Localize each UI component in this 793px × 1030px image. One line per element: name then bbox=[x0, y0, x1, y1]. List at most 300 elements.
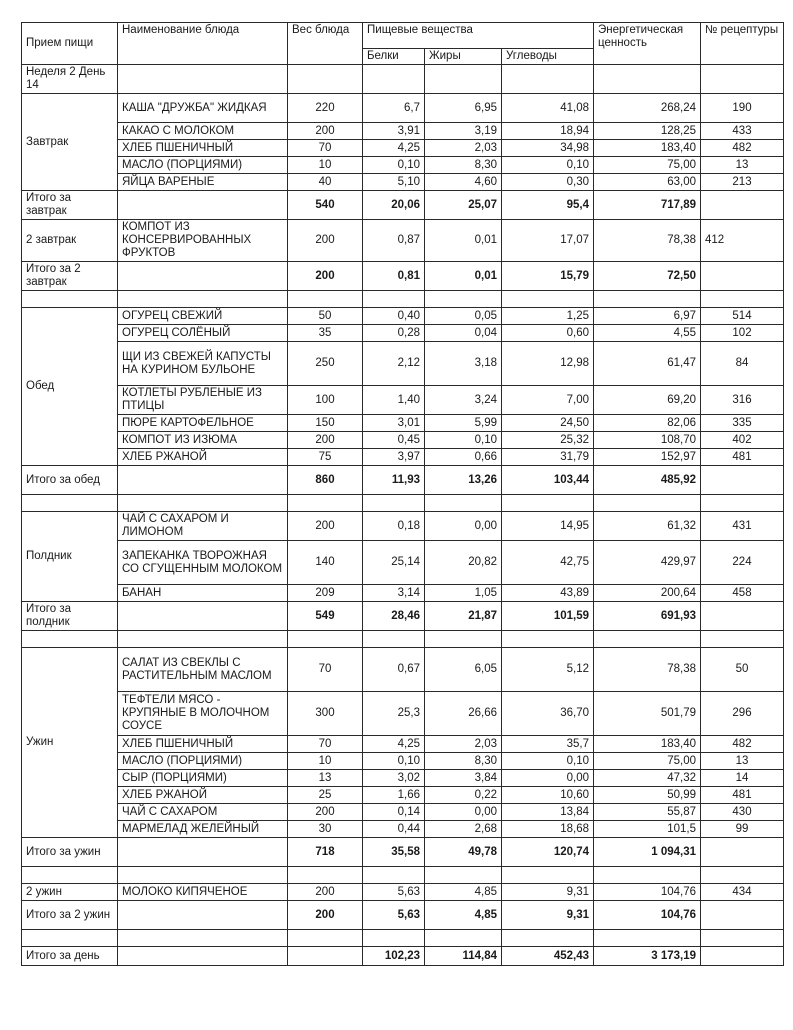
total-recipe bbox=[701, 262, 784, 291]
fat-value: 8,30 bbox=[425, 753, 502, 770]
dish-weight: 300 bbox=[288, 692, 363, 736]
carbs-value: 5,12 bbox=[502, 648, 594, 692]
dish-name: ЩИ ИЗ СВЕЖЕЙ КАПУСТЫ НА КУРИНОМ БУЛЬОНЕ bbox=[118, 342, 288, 386]
recipe-number: 224 bbox=[701, 541, 784, 585]
table-row bbox=[22, 585, 784, 602]
recipe-number: 482 bbox=[701, 736, 784, 753]
fat-value: 3,18 bbox=[425, 342, 502, 386]
table-row bbox=[22, 512, 784, 541]
dish-weight: 70 bbox=[288, 140, 363, 157]
recipe-number: 13 bbox=[701, 753, 784, 770]
total-recipe bbox=[701, 947, 784, 966]
dish-name: ХЛЕБ РЖАНОЙ bbox=[118, 787, 288, 804]
protein-value: 1,40 bbox=[363, 386, 425, 415]
empty-cell bbox=[701, 867, 784, 884]
header-meal: Прием пищи bbox=[22, 23, 118, 65]
dish-name: ЗАПЕКАНКА ТВОРОЖНАЯ СО СГУЩЕННЫМ МОЛОКОМ bbox=[118, 541, 288, 585]
dish-name: МАСЛО (ПОРЦИЯМИ) bbox=[118, 753, 288, 770]
total-protein: 20,06 bbox=[363, 191, 425, 220]
fat-value: 2,03 bbox=[425, 140, 502, 157]
carbs-value: 18,68 bbox=[502, 821, 594, 838]
subtotal-label: Итого за завтрак bbox=[22, 191, 118, 220]
protein-value: 0,40 bbox=[363, 308, 425, 325]
empty-cell bbox=[425, 867, 502, 884]
header-weight: Вес блюда bbox=[288, 23, 363, 65]
total-weight bbox=[288, 947, 363, 966]
fat-value: 5,99 bbox=[425, 415, 502, 432]
recipe-number: 14 bbox=[701, 770, 784, 787]
total-energy: 104,76 bbox=[594, 901, 701, 930]
table-row bbox=[22, 884, 784, 901]
carbs-value: 14,95 bbox=[502, 512, 594, 541]
recipe-number: 412 bbox=[701, 220, 784, 262]
carbs-value: 0,10 bbox=[502, 157, 594, 174]
recipe-number: 50 bbox=[701, 648, 784, 692]
protein-value: 3,02 bbox=[363, 770, 425, 787]
table-row bbox=[22, 787, 784, 804]
total-weight: 540 bbox=[288, 191, 363, 220]
fat-value: 0,22 bbox=[425, 787, 502, 804]
protein-value: 0,87 bbox=[363, 220, 425, 262]
subtotal-row bbox=[22, 602, 784, 631]
empty-cell bbox=[502, 291, 594, 308]
total-fat: 25,07 bbox=[425, 191, 502, 220]
recipe-number: 514 bbox=[701, 308, 784, 325]
energy-value: 108,70 bbox=[594, 432, 701, 449]
total-fat: 49,78 bbox=[425, 838, 502, 867]
protein-value: 0,18 bbox=[363, 512, 425, 541]
energy-value: 183,40 bbox=[594, 140, 701, 157]
dish-weight: 220 bbox=[288, 94, 363, 123]
total-recipe bbox=[701, 838, 784, 867]
table-row bbox=[22, 449, 784, 466]
dish-weight: 150 bbox=[288, 415, 363, 432]
header-nutrients: Пищевые вещества bbox=[363, 23, 594, 49]
recipe-number: 296 bbox=[701, 692, 784, 736]
empty-cell bbox=[701, 631, 784, 648]
protein-value: 4,25 bbox=[363, 140, 425, 157]
dish-name: ХЛЕБ РЖАНОЙ bbox=[118, 449, 288, 466]
dish-name: БАНАН bbox=[118, 585, 288, 602]
carbs-value: 34,98 bbox=[502, 140, 594, 157]
subtotal-label: Итого за день bbox=[22, 947, 118, 966]
total-recipe bbox=[701, 466, 784, 495]
empty-cell bbox=[701, 291, 784, 308]
protein-value: 3,01 bbox=[363, 415, 425, 432]
carbs-value: 12,98 bbox=[502, 342, 594, 386]
energy-value: 501,79 bbox=[594, 692, 701, 736]
empty-cell bbox=[594, 495, 701, 512]
carbs-value: 10,60 bbox=[502, 787, 594, 804]
table-row bbox=[22, 386, 784, 415]
header-protein: Белки bbox=[363, 49, 425, 65]
dish-weight: 10 bbox=[288, 157, 363, 174]
empty-cell bbox=[118, 495, 288, 512]
spacer-row bbox=[22, 631, 784, 648]
empty-cell bbox=[363, 291, 425, 308]
total-carbs: 103,44 bbox=[502, 466, 594, 495]
total-protein: 0,81 bbox=[363, 262, 425, 291]
empty-cell bbox=[288, 631, 363, 648]
empty-cell bbox=[288, 867, 363, 884]
total-recipe bbox=[701, 602, 784, 631]
table-row bbox=[22, 736, 784, 753]
header-row bbox=[22, 23, 784, 49]
fat-value: 20,82 bbox=[425, 541, 502, 585]
dish-name: ОГУРЕЦ СОЛЁНЫЙ bbox=[118, 325, 288, 342]
dish-weight: 35 bbox=[288, 325, 363, 342]
empty-cell bbox=[425, 631, 502, 648]
recipe-number: 213 bbox=[701, 174, 784, 191]
dish-name: КОМПОТ ИЗ ИЗЮМА bbox=[118, 432, 288, 449]
energy-value: 63,00 bbox=[594, 174, 701, 191]
dish-weight: 70 bbox=[288, 648, 363, 692]
recipe-number: 481 bbox=[701, 787, 784, 804]
empty-cell bbox=[118, 901, 288, 930]
recipe-number: 433 bbox=[701, 123, 784, 140]
empty-cell bbox=[118, 262, 288, 291]
carbs-value: 24,50 bbox=[502, 415, 594, 432]
dish-name: САЛАТ ИЗ СВЕКЛЫ С РАСТИТЕЛЬНЫМ МАСЛОМ bbox=[118, 648, 288, 692]
dish-name: КАША "ДРУЖБА" ЖИДКАЯ bbox=[118, 94, 288, 123]
dish-name: ХЛЕБ ПШЕНИЧНЫЙ bbox=[118, 140, 288, 157]
energy-value: 429,97 bbox=[594, 541, 701, 585]
table-row bbox=[22, 157, 784, 174]
dish-weight: 10 bbox=[288, 753, 363, 770]
fat-value: 6,95 bbox=[425, 94, 502, 123]
empty-cell bbox=[363, 930, 425, 947]
fat-value: 26,66 bbox=[425, 692, 502, 736]
spacer-row bbox=[22, 291, 784, 308]
dish-weight: 30 bbox=[288, 821, 363, 838]
table-row bbox=[22, 123, 784, 140]
table-row bbox=[22, 648, 784, 692]
empty-cell bbox=[502, 867, 594, 884]
table-row bbox=[22, 804, 784, 821]
total-fat: 0,01 bbox=[425, 262, 502, 291]
total-fat: 114,84 bbox=[425, 947, 502, 966]
table-row bbox=[22, 140, 784, 157]
table-row bbox=[22, 415, 784, 432]
dish-name: ОГУРЕЦ СВЕЖИЙ bbox=[118, 308, 288, 325]
total-recipe bbox=[701, 901, 784, 930]
total-carbs: 101,59 bbox=[502, 602, 594, 631]
dish-weight: 25 bbox=[288, 787, 363, 804]
dish-weight: 200 bbox=[288, 123, 363, 140]
energy-value: 82,06 bbox=[594, 415, 701, 432]
energy-value: 61,47 bbox=[594, 342, 701, 386]
fat-value: 4,85 bbox=[425, 884, 502, 901]
dish-name: КОТЛЕТЫ РУБЛЕНЫЕ ИЗ ПТИЦЫ bbox=[118, 386, 288, 415]
empty-cell bbox=[118, 602, 288, 631]
protein-value: 3,97 bbox=[363, 449, 425, 466]
empty-cell bbox=[288, 495, 363, 512]
empty-cell bbox=[118, 466, 288, 495]
carbs-value: 7,00 bbox=[502, 386, 594, 415]
total-carbs: 15,79 bbox=[502, 262, 594, 291]
total-energy: 691,93 bbox=[594, 602, 701, 631]
table-row bbox=[22, 753, 784, 770]
header-dish: Наименование блюда bbox=[118, 23, 288, 65]
carbs-value: 0,10 bbox=[502, 753, 594, 770]
dish-weight: 40 bbox=[288, 174, 363, 191]
recipe-number: 316 bbox=[701, 386, 784, 415]
energy-value: 78,38 bbox=[594, 220, 701, 262]
fat-value: 6,05 bbox=[425, 648, 502, 692]
energy-value: 50,99 bbox=[594, 787, 701, 804]
table-row bbox=[22, 541, 784, 585]
recipe-number: 458 bbox=[701, 585, 784, 602]
subtotal-label: Итого за ужин bbox=[22, 838, 118, 867]
dish-weight: 200 bbox=[288, 220, 363, 262]
table-row bbox=[22, 220, 784, 262]
fat-value: 0,00 bbox=[425, 804, 502, 821]
empty-cell bbox=[594, 291, 701, 308]
dish-weight: 100 bbox=[288, 386, 363, 415]
dish-weight: 209 bbox=[288, 585, 363, 602]
spacer-row bbox=[22, 930, 784, 947]
total-energy: 1 094,31 bbox=[594, 838, 701, 867]
empty-cell bbox=[118, 838, 288, 867]
carbs-value: 17,07 bbox=[502, 220, 594, 262]
energy-value: 152,97 bbox=[594, 449, 701, 466]
fat-value: 0,01 bbox=[425, 220, 502, 262]
subtotal-row bbox=[22, 191, 784, 220]
energy-value: 75,00 bbox=[594, 753, 701, 770]
carbs-value: 13,84 bbox=[502, 804, 594, 821]
empty-cell bbox=[118, 191, 288, 220]
fat-value: 0,00 bbox=[425, 512, 502, 541]
recipe-number: 102 bbox=[701, 325, 784, 342]
total-carbs: 95,4 bbox=[502, 191, 594, 220]
empty-cell bbox=[22, 867, 118, 884]
empty-cell bbox=[118, 930, 288, 947]
empty-cell bbox=[425, 495, 502, 512]
dish-weight: 200 bbox=[288, 804, 363, 821]
protein-value: 5,10 bbox=[363, 174, 425, 191]
dish-weight: 50 bbox=[288, 308, 363, 325]
subtotal-label: Итого за полдник bbox=[22, 602, 118, 631]
dish-weight: 140 bbox=[288, 541, 363, 585]
header-energy: Энергетическая ценность bbox=[594, 23, 701, 65]
carbs-value: 0,30 bbox=[502, 174, 594, 191]
total-weight: 860 bbox=[288, 466, 363, 495]
dish-name: МАСЛО (ПОРЦИЯМИ) bbox=[118, 157, 288, 174]
protein-value: 6,7 bbox=[363, 94, 425, 123]
protein-value: 4,25 bbox=[363, 736, 425, 753]
empty-cell bbox=[288, 291, 363, 308]
empty-cell bbox=[594, 631, 701, 648]
empty-cell bbox=[118, 291, 288, 308]
table-row bbox=[22, 692, 784, 736]
total-fat: 4,85 bbox=[425, 901, 502, 930]
carbs-value: 0,00 bbox=[502, 770, 594, 787]
fat-value: 3,84 bbox=[425, 770, 502, 787]
header-fat: Жиры bbox=[425, 49, 502, 65]
carbs-value: 43,89 bbox=[502, 585, 594, 602]
dish-name: ЧАЙ С САХАРОМ И ЛИМОНОМ bbox=[118, 512, 288, 541]
empty-cell bbox=[594, 867, 701, 884]
total-energy: 3 173,19 bbox=[594, 947, 701, 966]
dish-name: КАКАО С МОЛОКОМ bbox=[118, 123, 288, 140]
energy-value: 6,97 bbox=[594, 308, 701, 325]
fat-value: 0,66 bbox=[425, 449, 502, 466]
subtotal-label: Итого за обед bbox=[22, 466, 118, 495]
protein-value: 3,91 bbox=[363, 123, 425, 140]
empty-cell bbox=[118, 631, 288, 648]
empty-cell bbox=[363, 495, 425, 512]
total-protein: 102,23 bbox=[363, 947, 425, 966]
header-recipe: № рецептуры bbox=[701, 23, 784, 65]
energy-value: 69,20 bbox=[594, 386, 701, 415]
energy-value: 55,87 bbox=[594, 804, 701, 821]
table-row bbox=[22, 94, 784, 123]
fat-value: 2,68 bbox=[425, 821, 502, 838]
total-fat: 13,26 bbox=[425, 466, 502, 495]
carbs-value: 1,25 bbox=[502, 308, 594, 325]
total-protein: 5,63 bbox=[363, 901, 425, 930]
dish-name: МОЛОКО КИПЯЧЕНОЕ bbox=[118, 884, 288, 901]
meal-name: 2 завтрак bbox=[22, 220, 118, 262]
energy-value: 200,64 bbox=[594, 585, 701, 602]
protein-value: 25,14 bbox=[363, 541, 425, 585]
empty-cell bbox=[363, 867, 425, 884]
empty-cell bbox=[288, 930, 363, 947]
table-row bbox=[22, 342, 784, 386]
dish-name: ТЕФТЕЛИ МЯСО - КРУПЯНЫЕ В МОЛОЧНОМ СОУСЕ bbox=[118, 692, 288, 736]
subtotal-label: Итого за 2 завтрак bbox=[22, 262, 118, 291]
dish-weight: 200 bbox=[288, 512, 363, 541]
energy-value: 104,76 bbox=[594, 884, 701, 901]
total-weight: 200 bbox=[288, 262, 363, 291]
subtotal-row bbox=[22, 901, 784, 930]
carbs-value: 25,32 bbox=[502, 432, 594, 449]
subtotal-row bbox=[22, 838, 784, 867]
dish-weight: 70 bbox=[288, 736, 363, 753]
empty-cell bbox=[502, 631, 594, 648]
subtotal-row bbox=[22, 466, 784, 495]
recipe-number: 434 bbox=[701, 884, 784, 901]
total-weight: 718 bbox=[288, 838, 363, 867]
recipe-number: 13 bbox=[701, 157, 784, 174]
fat-value: 0,04 bbox=[425, 325, 502, 342]
day-total-row bbox=[22, 947, 784, 966]
total-energy: 72,50 bbox=[594, 262, 701, 291]
empty-cell bbox=[118, 947, 288, 966]
week-day-row bbox=[22, 65, 784, 94]
protein-value: 25,3 bbox=[363, 692, 425, 736]
protein-value: 0,44 bbox=[363, 821, 425, 838]
fat-value: 1,05 bbox=[425, 585, 502, 602]
protein-value: 0,45 bbox=[363, 432, 425, 449]
table-row bbox=[22, 308, 784, 325]
recipe-number: 190 bbox=[701, 94, 784, 123]
carbs-value: 36,70 bbox=[502, 692, 594, 736]
protein-value: 0,14 bbox=[363, 804, 425, 821]
empty-cell bbox=[502, 495, 594, 512]
dish-name: ХЛЕБ ПШЕНИЧНЫЙ bbox=[118, 736, 288, 753]
subtotal-row bbox=[22, 262, 784, 291]
week-day-label: Неделя 2 День 14 bbox=[22, 65, 118, 94]
meal-name: Ужин bbox=[22, 648, 118, 838]
empty-cell bbox=[363, 631, 425, 648]
energy-value: 268,24 bbox=[594, 94, 701, 123]
table-row bbox=[22, 325, 784, 342]
dish-weight: 200 bbox=[288, 432, 363, 449]
carbs-value: 41,08 bbox=[502, 94, 594, 123]
protein-value: 0,10 bbox=[363, 753, 425, 770]
empty-cell bbox=[118, 867, 288, 884]
table-row bbox=[22, 770, 784, 787]
dish-weight: 200 bbox=[288, 884, 363, 901]
dish-name: ЯЙЦА ВАРЕНЫЕ bbox=[118, 174, 288, 191]
energy-value: 128,25 bbox=[594, 123, 701, 140]
total-weight: 200 bbox=[288, 901, 363, 930]
empty-cell bbox=[22, 930, 118, 947]
recipe-number: 335 bbox=[701, 415, 784, 432]
dish-weight: 13 bbox=[288, 770, 363, 787]
protein-value: 0,10 bbox=[363, 157, 425, 174]
header-carbs: Углеводы bbox=[502, 49, 594, 65]
empty-cell bbox=[425, 291, 502, 308]
protein-value: 0,28 bbox=[363, 325, 425, 342]
energy-value: 47,32 bbox=[594, 770, 701, 787]
meal-name: Полдник bbox=[22, 512, 118, 602]
energy-value: 4,55 bbox=[594, 325, 701, 342]
meal-name: Завтрак bbox=[22, 94, 118, 191]
empty-cell bbox=[425, 930, 502, 947]
total-protein: 35,58 bbox=[363, 838, 425, 867]
dish-weight: 75 bbox=[288, 449, 363, 466]
menu-sheet bbox=[21, 22, 784, 966]
carbs-value: 9,31 bbox=[502, 884, 594, 901]
recipe-number: 402 bbox=[701, 432, 784, 449]
empty-cell bbox=[22, 291, 118, 308]
recipe-number: 482 bbox=[701, 140, 784, 157]
carbs-value: 42,75 bbox=[502, 541, 594, 585]
menu-table bbox=[21, 22, 784, 966]
empty-cell bbox=[594, 930, 701, 947]
protein-value: 5,63 bbox=[363, 884, 425, 901]
recipe-number: 99 bbox=[701, 821, 784, 838]
protein-value: 0,67 bbox=[363, 648, 425, 692]
fat-value: 2,03 bbox=[425, 736, 502, 753]
meal-name: Обед bbox=[22, 308, 118, 466]
energy-value: 61,32 bbox=[594, 512, 701, 541]
total-carbs: 120,74 bbox=[502, 838, 594, 867]
recipe-number: 431 bbox=[701, 512, 784, 541]
fat-value: 4,60 bbox=[425, 174, 502, 191]
table-row bbox=[22, 821, 784, 838]
energy-value: 183,40 bbox=[594, 736, 701, 753]
empty-cell bbox=[701, 495, 784, 512]
carbs-value: 35,7 bbox=[502, 736, 594, 753]
subtotal-label: Итого за 2 ужин bbox=[22, 901, 118, 930]
carbs-value: 18,94 bbox=[502, 123, 594, 140]
total-protein: 28,46 bbox=[363, 602, 425, 631]
fat-value: 3,24 bbox=[425, 386, 502, 415]
energy-value: 78,38 bbox=[594, 648, 701, 692]
empty-cell bbox=[22, 631, 118, 648]
spacer-row bbox=[22, 495, 784, 512]
total-weight: 549 bbox=[288, 602, 363, 631]
dish-name: КОМПОТ ИЗ КОНСЕРВИРОВАННЫХ ФРУКТОВ bbox=[118, 220, 288, 262]
total-energy: 485,92 bbox=[594, 466, 701, 495]
carbs-value: 0,60 bbox=[502, 325, 594, 342]
protein-value: 1,66 bbox=[363, 787, 425, 804]
recipe-number: 430 bbox=[701, 804, 784, 821]
protein-value: 3,14 bbox=[363, 585, 425, 602]
